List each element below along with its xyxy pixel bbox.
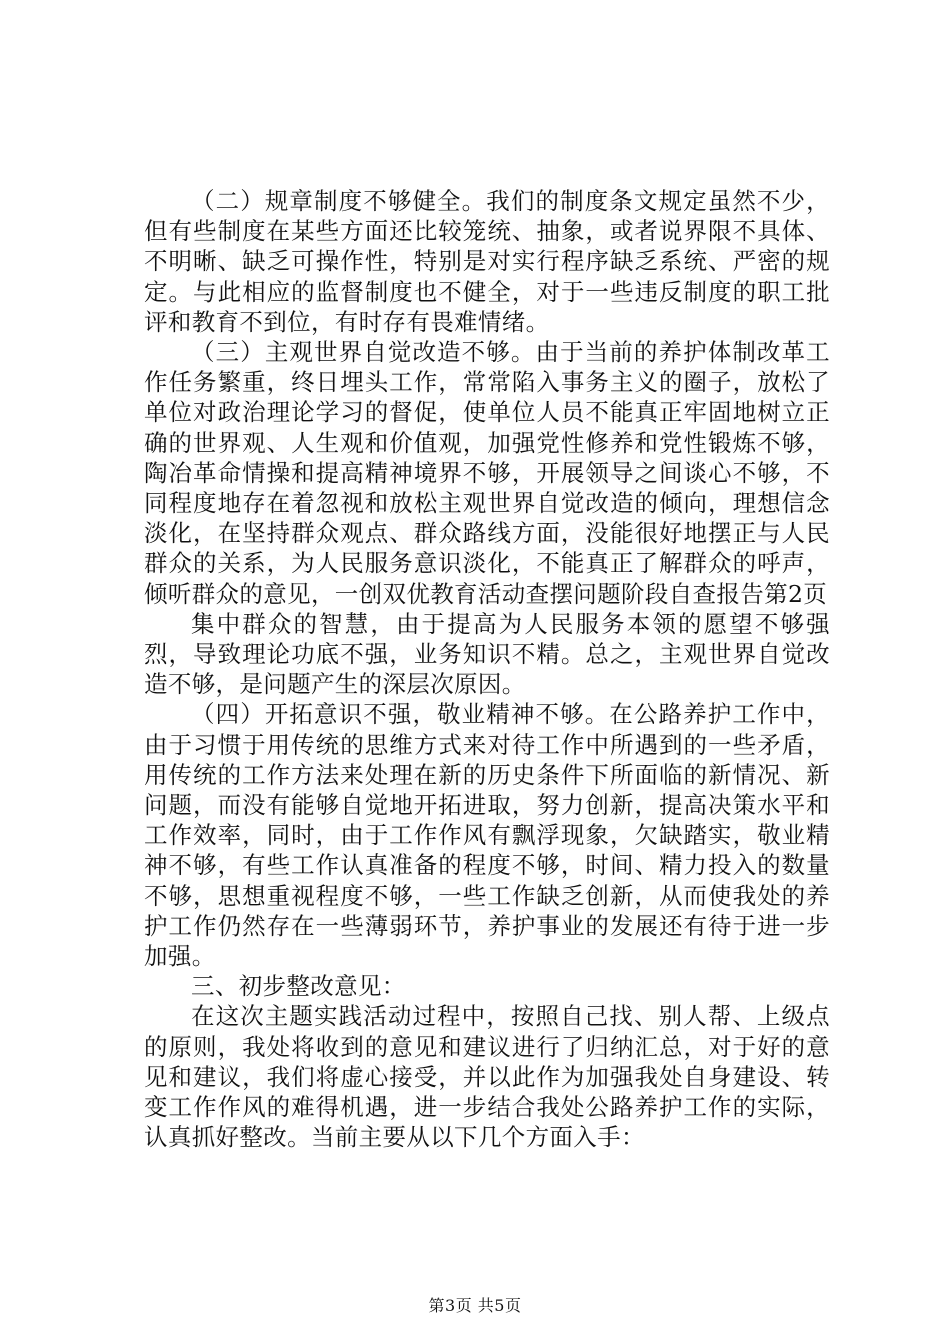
paragraph-rectification: 在这次主题实践活动过程中，按照自己找、别人帮、上级点的原则，我处将收到的意见和建议进行了归纳汇总，对于好的意见和建议，我们将虚心接受，并以此作为加强我处自身建设、转变工作作风的难得机遇，进一步结合我处公路养护工作的实际，认真抓好整改。当前主要从以下几个方面入手： bbox=[144, 1002, 830, 1152]
paragraph-regulations: （二）规章制度不够健全。我们的制度条文规定虽然不少，但有些制度在某些方面还比较笼统、抽象，或者说界限不具体、不明晰、缺乏可操作性，特别是对实行程序缺乏系统、严密的规定。与此相应的监督制度也不健全，对于一些违反制度的职工批评和教育不到位，有时存有畏难情绪。 bbox=[144, 187, 830, 336]
page-number-footer: 第3页 共5页 bbox=[428, 1296, 522, 1315]
paragraph-worldview: （三）主观世界自觉改造不够。由于当前的养护体制改革工作任务繁重，终日埋头工作，常常陷入事务主义的圈子，放松了单位对政治理论学习的督促，使单位人员不能真正牢固地树立正确的世界观、人生观和价值观，加强党性修养和党性锻炼不够，陶冶革命情操和提高精神境界不够，开展领导之间谈心不够，不同程度地存在着忽视和放松主观世界自觉改造的倾向，理想信念淡化，在坚持群众观点、群众路线方面，没能很好地摆正与人民群众的关系，为人民服务意识淡化，不能真正了解群众的呼声，倾听群众的意见，一创双优教育活动查摆问题阶段自查报告第2页 bbox=[144, 338, 830, 608]
document-body bbox=[144, 186, 830, 1153]
paragraph-innovation: （四）开拓意识不强，敬业精神不够。在公路养护工作中，由于习惯于用传统的思维方式来对待工作中所遇到的一些矛盾，用传统的工作方法来处理在新的历史条件下所面临的新情况、新问题，而没有能够自觉地开拓进取，努力创新，提高决策水平和工作效率，同时，由于工作作风有飘浮现象，欠缺踏实，敬业精神不够，有些工作认真准备的程度不够，时间、精力投入的数量不够，思想重视程度不够，一些工作缺乏创新，从而使我处的养护工作仍然存在一些薄弱环节，养护事业的发展还有待于进一步加强。 bbox=[144, 700, 830, 971]
section-heading-rectification: 三、初步整改意见： bbox=[191, 972, 406, 1001]
paragraph-wisdom: 集中群众的智慧，由于提高为人民服务本领的愿望不够强烈，导致理论功底不强，业务知识不精。总之，主观世界自觉改造不够，是问题产生的深层次原因。 bbox=[144, 609, 830, 699]
